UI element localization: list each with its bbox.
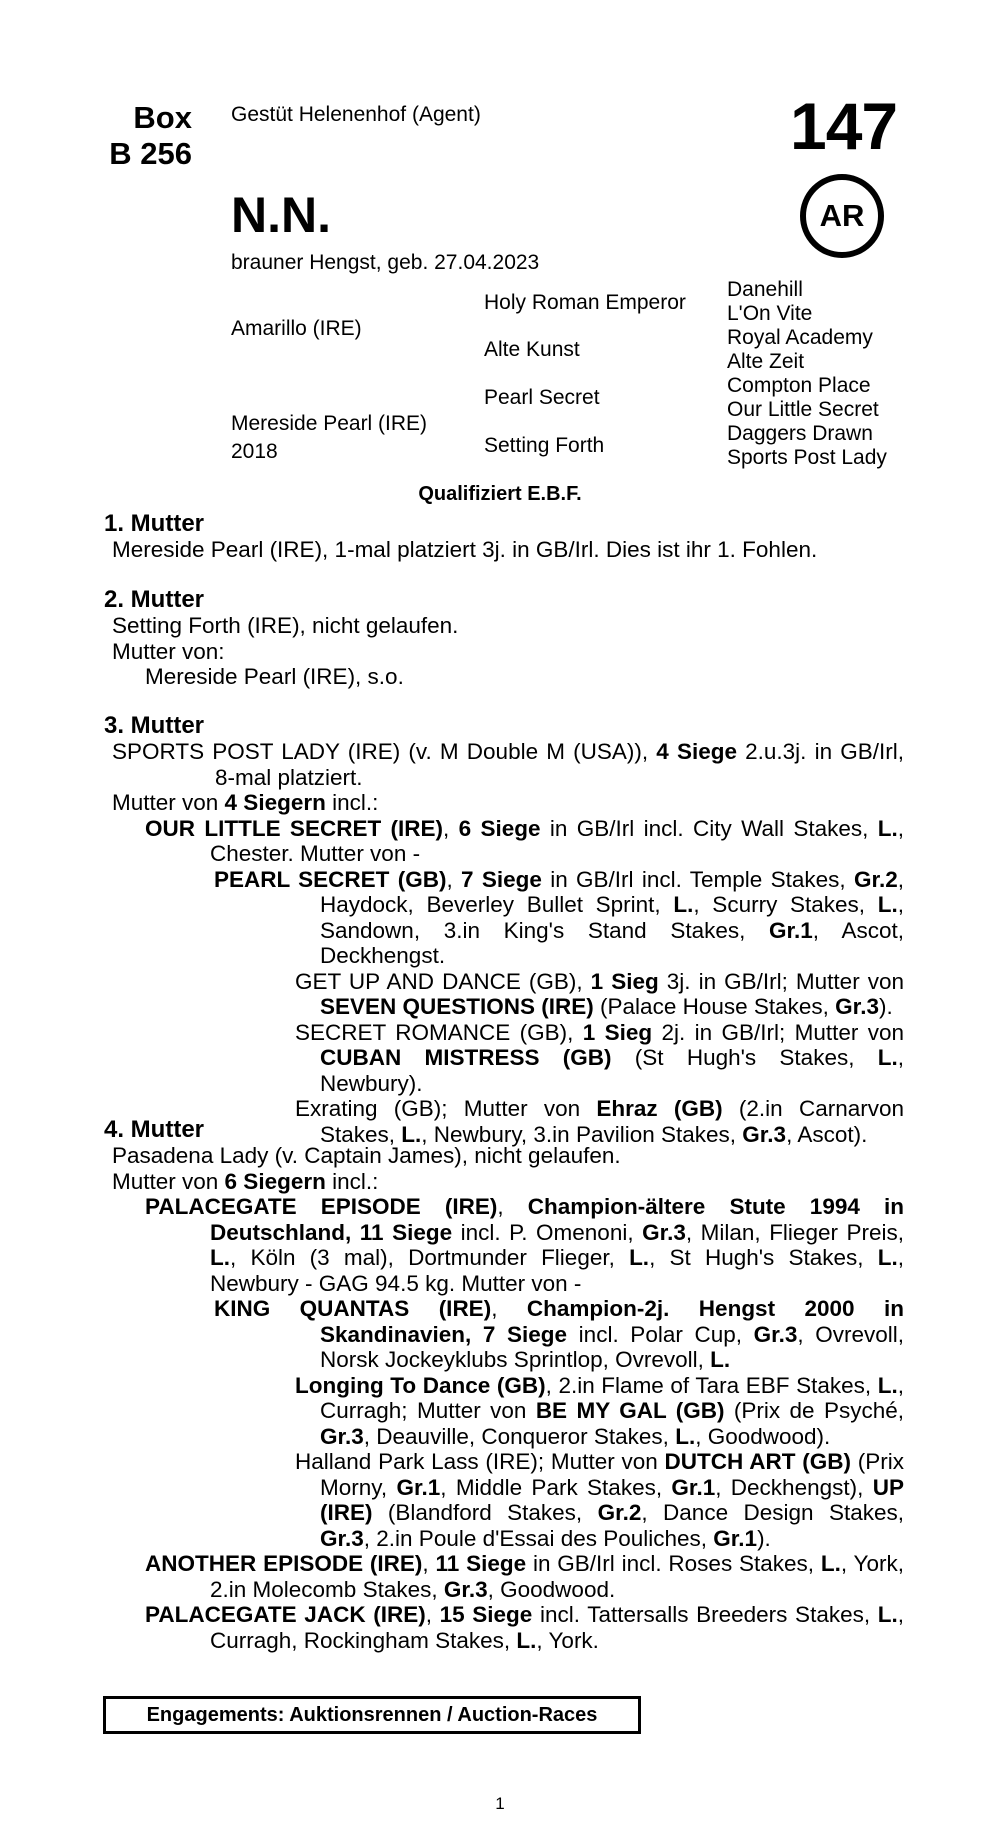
text-run: Gr.2: [597, 1500, 642, 1525]
text-run: (St Hugh's Stakes,: [611, 1045, 878, 1070]
text-run: L.: [877, 1245, 898, 1270]
text-run: L.: [401, 1121, 422, 1147]
text-run: Gr.3: [835, 994, 879, 1019]
text-run: L.: [820, 1551, 841, 1576]
text-run: L.: [675, 1423, 696, 1449]
text-run: ,: [425, 1602, 440, 1627]
section-heading: 4. Mutter: [104, 1116, 205, 1143]
text-run: Longing To Dance (GB): [295, 1372, 546, 1398]
text-run: L.: [877, 1045, 898, 1070]
text-run: ).: [878, 994, 893, 1019]
pedigree-great-grandparent: Compton Place: [727, 374, 871, 397]
text-run: PALACEGATE EPISODE (IRE): [145, 1194, 498, 1219]
text-run: SPORTS POST LADY (IRE) (v. M Double M (USA)),: [112, 739, 657, 764]
pedigree-grandparent: Pearl Secret: [484, 386, 600, 409]
pedigree-great-grandparent: Sports Post Lady: [727, 446, 887, 469]
pedigree-sire: Amarillo (IRE): [231, 317, 362, 340]
text-run: 3j. in GB/Irl; Mutter von: [658, 968, 904, 994]
text-run: SEVEN QUESTIONS (IRE): [320, 994, 594, 1019]
pedigree-great-grandparent: Daggers Drawn: [727, 422, 873, 445]
section-heading: 1. Mutter: [104, 510, 205, 537]
text-run: , Haydock, Beverley Bullet Sprint,: [320, 866, 904, 917]
text-run: , 2.in Flame of Tara EBF Stakes,: [545, 1372, 878, 1398]
text-run: Gr.1: [713, 1525, 758, 1551]
pedigree-great-grandparents: [727, 278, 887, 470]
text-run: CUBAN MISTRESS (GB): [320, 1045, 612, 1070]
second-dam-section: [104, 587, 904, 690]
pedigree-great-grandparent: L'On Vite: [727, 302, 813, 325]
horse-name: N.N.: [231, 187, 331, 243]
text-run: incl.:: [325, 1168, 379, 1194]
produce-entry: [104, 867, 904, 969]
pedigree-grandparent: Holy Roman Emperor: [484, 291, 686, 314]
text-run: ,: [443, 815, 459, 841]
produce-entry: [104, 1020, 904, 1097]
text-run: L.: [710, 1347, 731, 1372]
text-run: L.: [210, 1245, 230, 1270]
text-run: , Newbury, 3.in Pavilion Stakes,: [421, 1121, 743, 1147]
text-run: L.: [877, 892, 898, 917]
text-run: , Deckhengst),: [715, 1474, 873, 1500]
text-run: 6 Siegern: [224, 1168, 326, 1194]
text-run: (2.in Carnarvon Stakes,: [320, 1096, 904, 1147]
horse-description: brauner Hengst, geb. 27.04.2023: [231, 251, 540, 274]
text-run: 1 Sieg: [582, 1019, 653, 1045]
text-run: Mutter von: [112, 790, 225, 815]
text-run: Gr.3: [320, 1423, 364, 1449]
text-run: SECRET ROMANCE (GB),: [295, 1019, 583, 1045]
produce-entry: [104, 1551, 904, 1602]
pedigree-grandparent: Setting Forth: [484, 434, 605, 457]
third-dam-produce-label: [104, 790, 904, 816]
produce-entry: [104, 1373, 904, 1450]
text-run: Gr.2: [853, 866, 898, 892]
section-heading: 2. Mutter: [104, 586, 205, 613]
first-dam-section: [104, 511, 904, 563]
text-run: , Köln (3 mal), Dortmunder Flieger,: [230, 1245, 630, 1270]
text-run: Mutter von: [112, 1168, 225, 1194]
second-dam-produce-label: Mutter von:: [112, 638, 225, 664]
second-dam-produce: Mereside Pearl (IRE), s.o.: [145, 664, 404, 689]
text-run: , Ascot, Deckhengst.: [320, 917, 904, 968]
text-run: Gr.1: [396, 1474, 441, 1500]
text-run: , York, 2.in Molecomb Stakes,: [210, 1551, 904, 1602]
text-run: , Dance Design Stakes,: [641, 1500, 904, 1525]
fourth-dam-section: [104, 1117, 904, 1653]
text-run: ).: [757, 1525, 771, 1551]
text-run: Ehraz (GB): [596, 1096, 723, 1121]
text-run: , Ovrevoll, Norsk Jockeyklubs Sprintlop, Ovrevoll,: [320, 1321, 904, 1372]
text-run: L.: [516, 1627, 537, 1653]
text-run: 4 Siege: [656, 739, 737, 764]
text-run: PALACEGATE JACK (IRE): [145, 1602, 426, 1627]
text-run: L.: [629, 1245, 650, 1270]
box-code: B 256: [109, 135, 192, 171]
text-run: , Newbury - GAG 94.5 kg. Mutter von -: [210, 1245, 904, 1296]
pedigree-dam-year: 2018: [231, 440, 278, 463]
page-number: 1: [495, 1794, 505, 1813]
text-run: 4 Siegern: [224, 790, 326, 815]
text-run: (Prix de Psyché,: [724, 1398, 904, 1423]
pedigree-great-grandparent: Danehill: [727, 278, 803, 301]
text-run: , Chester. Mutter von -: [210, 815, 905, 866]
fourth-dam-produce-label: [104, 1169, 904, 1195]
text-run: OUR LITTLE SECRET (IRE): [145, 815, 444, 841]
text-run: , Goodwood.: [487, 1576, 616, 1602]
text-run: ,: [422, 1551, 436, 1576]
text-run: GET UP AND DANCE (GB),: [295, 968, 591, 994]
box-label: Box: [133, 100, 192, 135]
text-run: incl. Polar Cup,: [567, 1321, 754, 1347]
text-run: Halland Park Lass (IRE); Mutter von: [295, 1449, 665, 1474]
text-run: 6 Siege: [458, 815, 541, 841]
text-run: 1 Sieg: [590, 968, 659, 994]
pedigree-great-grandparent: Our Little Secret: [727, 398, 879, 421]
text-run: 2.u.3j. in GB/Irl, 8-mal platziert.: [215, 739, 904, 790]
second-dam-text: Setting Forth (IRE), nicht gelaufen.: [112, 613, 459, 638]
text-run: incl.:: [325, 790, 379, 815]
text-run: KING QUANTAS (IRE): [214, 1296, 492, 1321]
text-run: (Blandford Stakes,: [372, 1500, 598, 1525]
third-dam-section: [104, 713, 904, 1147]
text-run: Gr.3: [742, 1121, 787, 1147]
text-run: , St Hugh's Stakes,: [649, 1245, 878, 1270]
third-dam-text: [104, 739, 904, 790]
text-run: 11 Siege: [435, 1551, 527, 1576]
text-run: DUTCH ART (GB): [664, 1449, 851, 1474]
text-run: ,: [497, 1194, 528, 1219]
produce-entry: [104, 1194, 904, 1296]
text-run: 7 Siege: [461, 866, 542, 892]
text-run: , Middle Park Stakes,: [440, 1474, 672, 1500]
agent-name: Gestüt Helenenhof (Agent): [231, 103, 481, 126]
text-run: (Prix Morny,: [320, 1449, 904, 1500]
fourth-dam-text: Pasadena Lady (v. Captain James), nicht gelaufen.: [112, 1143, 621, 1168]
engagements-box: Engagements: Auktionsrennen / Auction-Races: [103, 1696, 641, 1734]
text-run: , Milan, Flieger Preis,: [685, 1219, 904, 1245]
text-run: L.: [877, 1602, 898, 1627]
text-run: (Palace House Stakes,: [593, 994, 836, 1019]
produce-entry: [104, 1296, 904, 1373]
text-run: 2j. in GB/Irl; Mutter von: [652, 1019, 905, 1045]
pedigree-great-grandparent: Royal Academy: [727, 326, 873, 349]
text-run: Gr.3: [753, 1321, 798, 1347]
qualification-note: Qualifiziert E.B.F.: [418, 483, 582, 505]
text-run: incl. P. Omenoni,: [452, 1219, 643, 1245]
text-run: Gr.3: [320, 1525, 364, 1551]
text-run: , York.: [536, 1627, 599, 1653]
text-run: , Newbury).: [320, 1045, 904, 1096]
text-run: in GB/Irl incl. City Wall Stakes,: [540, 815, 878, 841]
text-run: 15 Siege: [439, 1602, 533, 1627]
produce-entry: [104, 1449, 904, 1551]
produce-entry: [104, 1602, 904, 1653]
text-run: ANOTHER EPISODE (IRE): [145, 1551, 423, 1576]
text-run: L.: [877, 815, 898, 841]
text-run: , 2.in Poule d'Essai des Pouliches,: [363, 1525, 714, 1551]
text-run: UP (IRE): [320, 1474, 904, 1525]
produce-entry: [104, 969, 904, 1020]
section-heading: 3. Mutter: [104, 712, 205, 739]
text-run: incl. Tattersalls Breeders Stakes,: [532, 1602, 878, 1627]
text-run: , Curragh, Rockingham Stakes,: [210, 1602, 905, 1653]
text-run: Gr.3: [443, 1576, 488, 1602]
text-run: in GB/Irl incl. Roses Stakes,: [526, 1551, 821, 1576]
text-run: L.: [673, 892, 694, 917]
text-run: BE MY GAL (GB): [535, 1398, 725, 1423]
pedigree-grandparent: Alte Kunst: [484, 338, 580, 361]
text-run: ,: [446, 866, 462, 892]
produce-entry: [104, 816, 904, 867]
text-run: Gr.1: [769, 917, 813, 943]
text-run: , Scurry Stakes,: [693, 892, 878, 917]
box-number: [100, 100, 192, 171]
text-run: Exrating (GB); Mutter von: [295, 1096, 597, 1121]
text-run: in GB/Irl incl. Temple Stakes,: [541, 866, 854, 892]
text-run: , Deauville, Conqueror Stakes,: [363, 1423, 676, 1449]
text-run: Champion-ältere Stute 1994 in Deutschland, 11 Siege: [210, 1194, 904, 1245]
pedigree-great-grandparent: Alte Zeit: [727, 350, 805, 373]
text-run: , Goodwood).: [695, 1423, 831, 1449]
text-run: Gr.3: [642, 1219, 686, 1245]
text-run: Champion-2j. Hengst 2000 in Skandinavien, 7 Siege: [320, 1296, 904, 1347]
text-run: , Ascot).: [786, 1121, 868, 1147]
text-run: , Curragh; Mutter von: [320, 1372, 904, 1423]
lot-number: 147: [790, 89, 898, 163]
ar-badge: AR: [800, 174, 884, 258]
text-run: PEARL SECRET (GB): [214, 866, 447, 892]
text-run: ,: [491, 1296, 527, 1321]
text-run: , Sandown, 3.in King's Stand Stakes,: [320, 892, 904, 943]
pedigree-dam: Mereside Pearl (IRE): [231, 412, 428, 435]
first-dam-text: Mereside Pearl (IRE), 1-mal platziert 3j. in GB/Irl. Dies ist ihr 1. Fohlen.: [112, 537, 818, 562]
text-run: Gr.1: [671, 1474, 716, 1500]
text-run: L.: [877, 1372, 898, 1398]
